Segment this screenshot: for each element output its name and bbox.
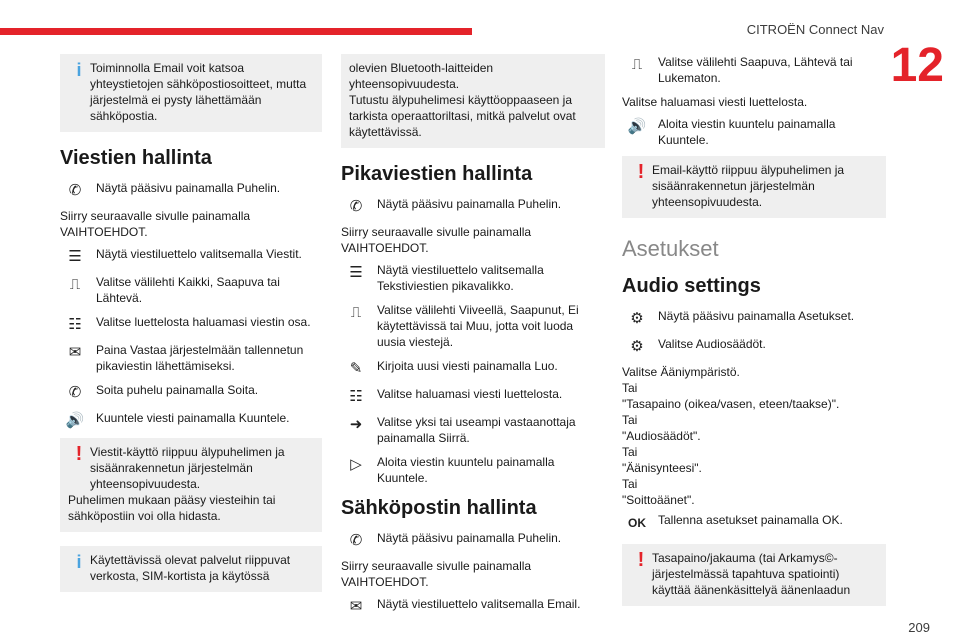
forward-icon: ➜ xyxy=(349,416,363,433)
step: ➜ Valitse yksi tai useampi vastaanottaja painamalla Siirrä. xyxy=(341,414,605,446)
step: ✆ Näytä pääsivu painamalla Puhelin. xyxy=(60,180,322,200)
step: ⎍ Valitse välilehti Viiveellä, Saapunut, Ei käytettävissä tai Muu, jotta voit luoda uusia viestejä. xyxy=(341,302,605,350)
step: ☷ Valitse haluamasi viesti luettelosta. xyxy=(341,386,605,406)
warning-icon: ! xyxy=(637,549,645,571)
warning-icon: ! xyxy=(637,161,645,183)
tab-icon: ⎍ xyxy=(631,56,643,73)
tab-icon: ⎍ xyxy=(350,304,362,321)
message-list-icon: ☰ xyxy=(68,248,82,265)
list-select-icon: ☷ xyxy=(68,316,82,333)
step: ▷ Aloita viestin kuuntelu painamalla Kuuntele. xyxy=(341,454,605,486)
reply-icon: ✉ xyxy=(68,344,82,361)
audio-gear-icon: ⚙ xyxy=(630,338,644,355)
step: ✎ Kirjoita uusi viesti painamalla Luo. xyxy=(341,358,605,378)
step: ☰ Näytä viestiluettelo valitsemalla Tekstiviestien pikavalikko. xyxy=(341,262,605,294)
paragraph: Siirry seuraavalle sivulle painamalla VAIHTOEHDOT. xyxy=(60,209,251,239)
pencil-icon: ✎ xyxy=(349,360,363,377)
phone-icon: ✆ xyxy=(349,532,363,549)
option-line: "Äänisynteesi". xyxy=(622,461,702,475)
option-line: "Tasapaino (oikea/vasen, eteen/taakse)". xyxy=(622,397,840,411)
ok-icon: OK xyxy=(628,516,646,530)
header-red-bar xyxy=(0,28,472,35)
option-line: Tai xyxy=(622,477,638,491)
chapter-section-title: Asetukset xyxy=(622,236,719,261)
warning-box: ! Email-käyttö riippuu älypuhelimen ja sisäänrakennetun järjestelmän yhteensopivuudesta. xyxy=(622,156,886,218)
step: 🔊 Aloita viestin kuuntelu painamalla Kuuntele. xyxy=(622,116,886,148)
paragraph: Valitse haluamasi viesti luettelosta. xyxy=(622,95,808,109)
info-icon: i xyxy=(76,60,82,80)
step: ☰ Näytä viestiluettelo valitsemalla Viestit. xyxy=(60,246,322,266)
running-header: CITROËN Connect Nav xyxy=(746,22,884,37)
step: ☷ Valitse luettelosta haluamasi viestin osa. xyxy=(60,314,322,334)
info-icon: i xyxy=(76,552,82,572)
page-number: 209 xyxy=(908,620,930,635)
step: ✉ Näytä viestiluettelo valitsemalla Email. xyxy=(341,596,605,616)
step: ✆ Näytä pääsivu painamalla Puhelin. xyxy=(341,196,605,216)
step: 🔊 Kuuntele viesti painamalla Kuuntele. xyxy=(60,410,322,430)
step: ✉ Paina Vastaa järjestelmään tallennetun pikaviestin lähettämiseksi. xyxy=(60,342,322,374)
phone-icon: ✆ xyxy=(349,198,363,215)
option-line: "Soittoäänet". xyxy=(622,493,695,507)
info-text: Toiminnolla Email voit katsoa yhteystietojen sähköpostiosoitteet, mutta järjestelmä ei pysty lähettämään sähköpostia. xyxy=(90,61,307,123)
chapter-number: 12 xyxy=(890,39,944,92)
step: ⎍ Valitse välilehti Kaikki, Saapuva tai Lähtevä. xyxy=(60,274,322,306)
section-title: Pikaviestien hallinta xyxy=(341,163,533,185)
option-line: "Audiosäädöt". xyxy=(622,429,701,443)
section-title: Audio settings xyxy=(622,275,761,297)
warning-box: ! Tasapaino/jakauma (tai Arkamys©-järjestelmässä tapahtuva spatiointi) käyttää äänenkäsittelyä äänenlaadun xyxy=(622,544,886,606)
option-line: Tai xyxy=(622,445,638,459)
column-1 xyxy=(60,54,322,606)
warning-icon: ! xyxy=(75,443,83,465)
section-title: Viestien hallinta xyxy=(60,147,212,169)
info-box: i Käytettävissä olevat palvelut riippuvat verkosta, SIM-kortista ja käytössä xyxy=(60,546,322,592)
gear-icon: ⚙ xyxy=(630,310,644,327)
step: ⚙ Näytä pääsivu painamalla Asetukset. xyxy=(622,308,886,328)
speaker-icon: 🔊 xyxy=(65,412,85,429)
options-list xyxy=(622,364,886,508)
option-line: Tai xyxy=(622,413,638,427)
step: OK Tallenna asetukset painamalla OK. xyxy=(622,512,886,532)
speaker-icon: 🔊 xyxy=(627,118,647,135)
step: ⎍ Valitse välilehti Saapuva, Lähtevä tai Lukematon. xyxy=(622,54,886,86)
phone-icon: ✆ xyxy=(68,182,82,199)
column-2 xyxy=(341,54,605,624)
email-icon: ✉ xyxy=(349,598,363,615)
step: ⚙ Valitse Audiosäädöt. xyxy=(622,336,886,356)
play-icon: ▷ xyxy=(350,456,362,473)
warning-box: ! Viestit-käyttö riippuu älypuhelimen ja sisäänrakennetun järjestelmän yhteensopivuudesta. Puhelimen mukaan pääsy viesteihin tai sähköpostiin voi olla hidasta. xyxy=(60,438,322,532)
column-3 xyxy=(622,54,886,620)
info-box xyxy=(60,54,322,132)
step: ✆ Näytä pääsivu painamalla Puhelin. xyxy=(341,530,605,550)
paragraph: Siirry seuraavalle sivulle painamalla VAIHTOEHDOT. xyxy=(341,225,532,255)
call-icon: ✆ xyxy=(68,384,82,401)
message-list-icon: ☰ xyxy=(349,264,363,281)
section-title: Sähköpostin hallinta xyxy=(341,497,537,519)
paragraph: Siirry seuraavalle sivulle painamalla VAIHTOEHDOT. xyxy=(341,559,532,589)
option-line: Valitse Ääniympäristö. xyxy=(622,365,740,379)
info-box-continued: olevien Bluetooth-laitteiden yhteensopivuudesta. Tutustu älypuhelimesi käyttöoppaaseen ja tarkista operaattoriltasi, mitkä palvelut ovat käytettävissä. xyxy=(341,54,605,148)
list-select-icon: ☷ xyxy=(349,388,363,405)
step: ✆ Soita puhelu painamalla Soita. xyxy=(60,382,322,402)
option-line: Tai xyxy=(622,381,638,395)
tab-icon: ⎍ xyxy=(69,276,81,293)
